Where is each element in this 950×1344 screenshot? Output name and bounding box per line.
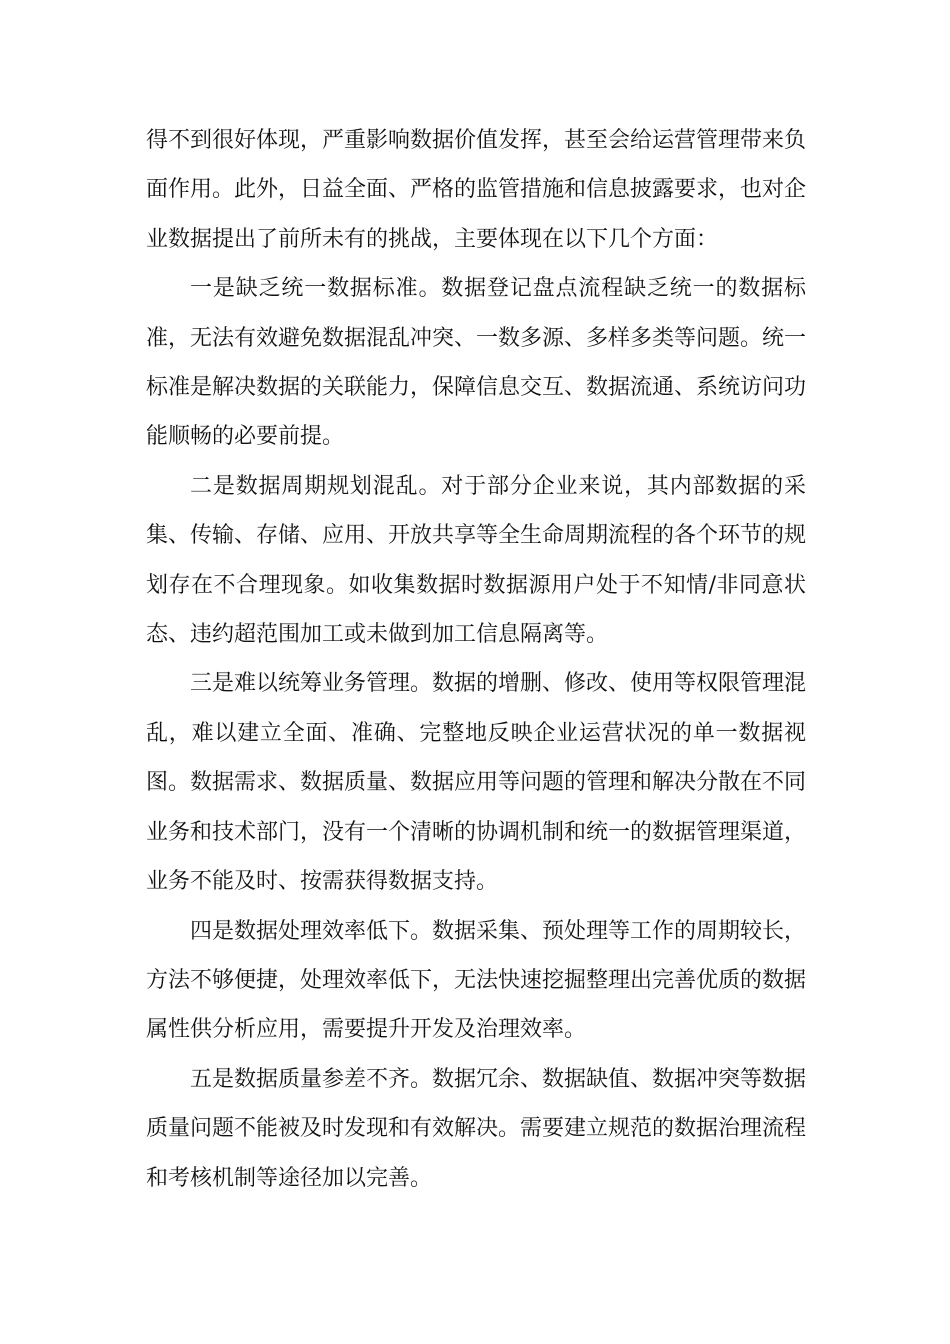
paragraph-point-4: 四是数据处理效率低下。数据采集、预处理等工作的周期较长，方法不够便捷，处理效率低下，无法快速挖掘整理出完善优质的数据属性供分析应用，需要提升开发及治理效率。 (146, 918, 807, 1043)
paragraph-continuation: 得不到很好体现，严重影响数据价值发挥，甚至会给运营管理带来负面作用。此外，日益全面、严格的监管措施和信息披露要求，也对企业数据提出了前所未有的挑战，主要体现在以下几个方面： (146, 128, 807, 252)
document-body (146, 116, 806, 1203)
paragraph-point-5: 五是数据质量参差不齐。数据冗余、数据缺值、数据冲突等数据质量问题不能被及时发现和有效解决。需要建立规范的数据治理流程和考核机制等途径加以完善。 (146, 1066, 807, 1191)
paragraph-point-1: 一是缺乏统一数据标准。数据登记盘点流程缺乏统一的数据标准，无法有效避免数据混乱冲突、一数多源、多样多类等问题。统一标准是解决数据的关联能力，保障信息交互、数据流通、系统访问功能顺畅的必要前提。 (146, 276, 807, 450)
paragraph-point-3: 三是难以统筹业务管理。数据的增删、修改、使用等权限管理混乱，难以建立全面、准确、完整地反映企业运营状况的单一数据视图。数据需求、数据质量、数据应用等问题的管理和解决分散在不同业务和技术部门，没有一个清晰的协调机制和统一的数据管理渠道，业务不能及时、按需获得数据支持。 (146, 671, 807, 895)
paragraph-point-2: 二是数据周期规划混乱。对于部分企业来说，其内部数据的采集、传输、存储、应用、开放共享等全生命周期流程的各个环节的规划存在不合理现象。如收集数据时数据源用户处于不知情/非同意状态、违约超范围加工或未做到加工信息隔离等。 (146, 473, 807, 648)
